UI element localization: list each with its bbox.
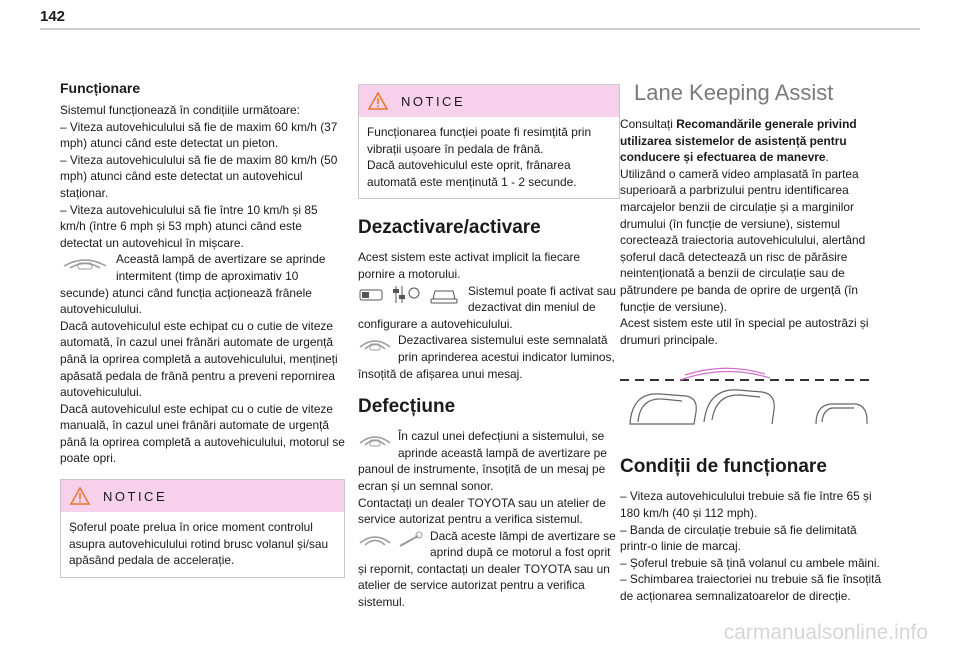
warning-triangle-icon [367, 91, 389, 111]
lane-keeping-illustration [620, 366, 875, 431]
notice-header [359, 85, 619, 117]
lamp-text: Această lampă de avertizare se aprinde intermitent (timp de aproximativ 10 secunde) atunci când funcția acționează frânele autovehiculului. [60, 252, 326, 317]
list-item: – Șoferul trebuie să țină volanul cu ambele mâini. [620, 555, 880, 570]
section-heading-functionare: Funcționare [60, 80, 141, 96]
list-item: – Viteza autovehiculului să fie între 10 km/h și 85 km/h (între 6 mph și 53 mph) atunci când este detectat un autovehicul în mișcare. [60, 202, 318, 250]
notice-box [60, 479, 345, 578]
intro-bold: Recomandările generale privind utilizarea sistemelor de asistență pentru conducere și efectuarea de manevre [620, 117, 857, 165]
auto-gearbox-text: Dacă autovehiculul este echipat cu o cutie de viteze automată, în cazul unei frânări automate de urgență până la oprirea completă a autovehiculului, mențineți apăsată pedala de frână pentru a preveni repornirea autovehiculului. [60, 318, 338, 400]
notice-title: NOTICE [401, 93, 466, 109]
header-divider [40, 28, 920, 30]
section-heading-conditii: Condiții de funcționare [620, 456, 827, 478]
watermark: carmanualsonline.info [723, 621, 928, 644]
collision-warning-icon [358, 428, 392, 450]
list-item: – Viteza autovehiculului trebuie să fie între 65 și 180 km/h (40 și 112 mph). [620, 489, 872, 520]
intro-paragraph [620, 116, 890, 166]
paragraph: Sistemul poate fi activat sau dezactivat din meniul de configurare a autovehiculului. [358, 283, 617, 331]
intro-prefix: Consultați [620, 117, 677, 131]
collision-warning-icon [60, 251, 110, 273]
warning-triangle-icon [69, 486, 91, 506]
paragraph: Contactați un dealer TOYOTA sau un atelier de service autorizat pentru a verifica sistemul. [358, 495, 606, 527]
paragraph: Acest sistem este util în special pe autostrăzi și drumuri principale. [620, 316, 869, 347]
notice-header [61, 480, 344, 512]
column-left [60, 80, 345, 592]
notice-title: NOTICE [103, 488, 168, 504]
page-title: Lane Keeping Assist [634, 80, 834, 105]
section-heading-defectiune: Defecțiune [358, 396, 456, 418]
section-heading-dezactivare: Dezactivare/activare [358, 217, 541, 239]
page-number: 142 [40, 8, 66, 25]
notice-text: Funcționarea funcției poate fi resimțită prin vibrații ușoare în pedala de frână. [367, 125, 592, 156]
list-item: – Schimbarea traiectoriei nu trebuie să fie însoțită de acționarea semnalizatoarelor de direcție. [620, 572, 882, 603]
list-item: – Viteza autovehiculului să fie de maxim 60 km/h (37 mph) atunci când este detectat un pieton. [60, 119, 338, 151]
intro-suffix: . [825, 150, 829, 165]
list-item: – Viteza autovehiculului să fie de maxim 80 km/h (50 mph) atunci când este detectat un autovehicul staționar. [60, 152, 338, 200]
paragraph: Dacă aceste lămpi de avertizare se aprind după ce motorul a fost oprit și repornit, contactați un dealer TOYOTA sau un atelier de service autorizat pentru a verifica sistemul. [358, 528, 616, 610]
manual-gearbox-text: Dacă autovehiculul este echipat cu o cutie de viteze manuală, în cazul unei frânări automate de urgență până la oprirea completă a autovehiculului, motorul se poate opri. [60, 401, 345, 466]
paragraph: Utilizând o cameră video amplasată în partea superioară a parbrizului pentru identificarea marcajelor benzii de circulație și a marginilor drumului (în funcție de versiune), sistemul corectează traiectoria autovehiculului, alertând șoferul dacă detectează un risc de părăsire neintenționată a benzii de circulație sau de pătrundere pe banda de oprire de urgență (în funcție de versiune). [620, 166, 866, 314]
column-middle [358, 84, 620, 611]
column-right [620, 80, 890, 604]
paragraph: Acest sistem este activat implicit la fiecare pornire a motorului. [358, 250, 581, 281]
notice-box [358, 84, 620, 199]
wrench-icon [358, 528, 424, 550]
collision-warning-icon [358, 332, 392, 354]
paragraph: Dezactivarea sistemului este semnalată prin aprinderea acestui indicator luminos, însoțită de afișarea unui mesaj. [358, 333, 615, 381]
settings-icon [358, 283, 462, 305]
notice-text: Șoferul poate prelua în orice moment controlul asupra autovehiculului rotind brusc volanul și/sau apăsând pedala de accelerație. [69, 520, 329, 568]
list-item: – Banda de circulație trebuie să fie delimitată printr-o linie de marcaj. [620, 522, 857, 554]
paragraph: În cazul unei defecțiuni a sistemului, se aprinde această lampă de avertizare pe panoul de instrumente, însoțită de un mesaj pe ecran și un semnal sonor. [358, 429, 607, 493]
intro-text: Sistemul funcționează în condițiile următoare: [60, 103, 300, 117]
notice-text: Dacă autovehiculul este oprit, frânarea automată este menținută 1 - 2 secunde. [367, 158, 577, 189]
